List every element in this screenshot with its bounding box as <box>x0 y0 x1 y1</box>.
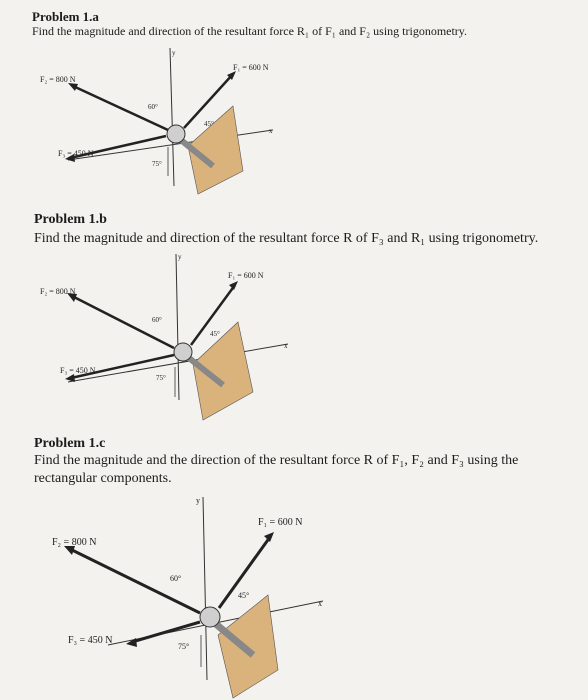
x-axis-label: x <box>284 342 288 350</box>
y-axis-label: y <box>172 49 176 57</box>
problem-1a-text: Find the magnitude and direction of the resultant force R₁ of F₁ and F₂ using trigonometry. <box>32 24 468 38</box>
f2-label: F₂ = 800 N <box>40 287 76 296</box>
problem-1c-title: Problem 1.c <box>34 436 106 451</box>
f1-label: F₁ = 600 N <box>233 63 269 72</box>
f2-label: F₂ = 800 N <box>52 537 97 548</box>
angle-75-label: 75° <box>152 160 162 168</box>
f1-label: F₁ = 600 N <box>228 271 264 280</box>
f1-label: F₁ = 600 N <box>258 517 303 528</box>
figure-1 <box>38 46 288 201</box>
y-axis-label: y <box>196 496 200 505</box>
angle-75-label: 75° <box>156 374 166 382</box>
problem-1a-title: Problem 1.a <box>32 9 99 24</box>
angle-45-label: 45° <box>210 330 220 338</box>
angle-45-label: 45° <box>204 120 214 128</box>
angle-45-label: 45° <box>238 591 250 600</box>
problem-1b-title: Problem 1.b <box>34 212 107 227</box>
angle-60-label: 60° <box>170 574 182 583</box>
x-axis-label: x <box>318 599 322 608</box>
figure-2 <box>38 252 298 422</box>
f3-label: F₃ = 450 N <box>60 366 96 375</box>
f3-label: F₃ = 450 N <box>58 149 94 158</box>
y-axis-label: y <box>178 253 182 261</box>
f3-label: F₃ = 450 N <box>68 635 113 646</box>
figure-3 <box>48 495 333 698</box>
angle-60-label: 60° <box>148 103 158 111</box>
problem-1c-text: Find the magnitude and the direction of the resultant force R of F₁, F₂ and F₃ using the rectangular components. <box>34 453 519 487</box>
x-axis-label: x <box>269 127 273 135</box>
angle-75-label: 75° <box>178 642 190 651</box>
angle-60-label: 60° <box>152 316 162 324</box>
f2-label: F₂ = 800 N <box>40 75 76 84</box>
problem-1b-text: Find the magnitude and direction of the resultant force R of F₃ and R₁ using trigonometry. <box>34 231 539 246</box>
